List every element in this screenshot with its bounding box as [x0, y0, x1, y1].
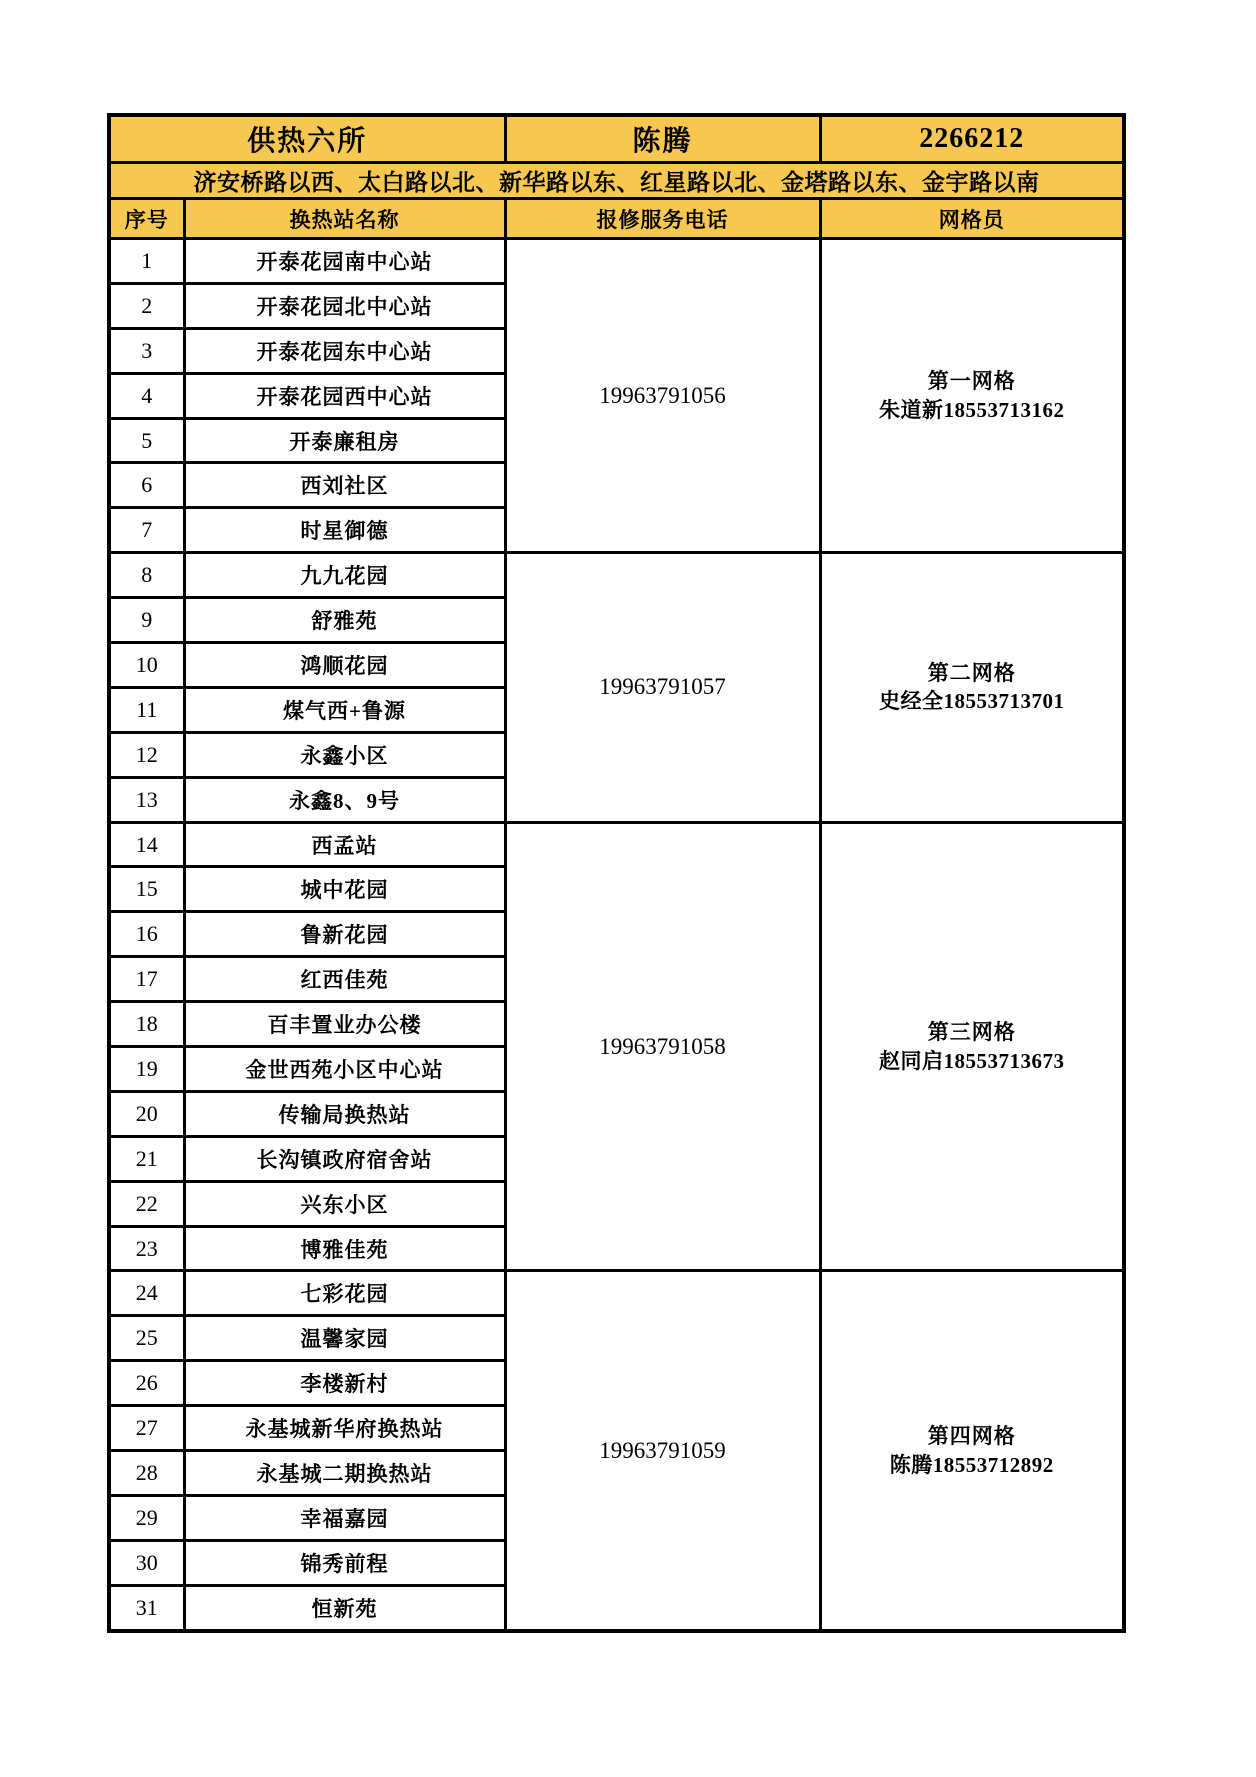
- office-header-row: [109, 115, 1124, 163]
- station-index: 31: [109, 1585, 184, 1630]
- grid-contact: 史经全18553713701: [879, 689, 1065, 714]
- station-name: 西孟站: [184, 822, 505, 867]
- station-name: 开泰花园东中心站: [184, 328, 505, 373]
- station-name: 开泰花园北中心站: [184, 283, 505, 328]
- station-name: 城中花园: [184, 867, 505, 912]
- heating-office-contact-sheet: [107, 113, 1126, 1633]
- column-header-row: [109, 199, 1124, 239]
- grid-name: 第一网格: [927, 369, 1016, 394]
- station-index: 8: [109, 553, 184, 598]
- station-index: 14: [109, 822, 184, 867]
- station-name: 兴东小区: [184, 1181, 505, 1226]
- station-row: [109, 239, 1124, 284]
- grid-name: 第二网格: [927, 661, 1016, 686]
- grid-worker: [820, 822, 1124, 1271]
- station-index: 18: [109, 1002, 184, 1047]
- station-index: 11: [109, 687, 184, 732]
- station-name: 温馨家园: [184, 1316, 505, 1361]
- station-name: 开泰花园西中心站: [184, 373, 505, 418]
- grid-worker: [820, 553, 1124, 822]
- table-body: [109, 239, 1124, 1631]
- service-phone: 19963791058: [505, 822, 820, 1271]
- station-name: 舒雅苑: [184, 598, 505, 643]
- station-index: 16: [109, 912, 184, 957]
- station-name: 七彩花园: [184, 1271, 505, 1316]
- grid-worker: [820, 1271, 1124, 1631]
- station-index: 26: [109, 1361, 184, 1406]
- office-phone: 2266212: [820, 115, 1124, 163]
- station-index: 25: [109, 1316, 184, 1361]
- station-index: 6: [109, 463, 184, 508]
- column-header-service-phone: 报修服务电话: [505, 199, 820, 239]
- grid-contact: 朱道新18553713162: [879, 397, 1065, 422]
- station-index: 17: [109, 957, 184, 1002]
- station-index: 3: [109, 328, 184, 373]
- station-index: 10: [109, 643, 184, 688]
- station-index: 21: [109, 1136, 184, 1181]
- station-name: 锦秀前程: [184, 1540, 505, 1585]
- station-name: 幸福嘉园: [184, 1495, 505, 1540]
- heating-stations-table: [107, 113, 1126, 1633]
- station-index: 13: [109, 777, 184, 822]
- column-header-index: 序号: [109, 199, 184, 239]
- station-name: 红西佳苑: [184, 957, 505, 1002]
- station-index: 9: [109, 598, 184, 643]
- station-name: 永鑫8、9号: [184, 777, 505, 822]
- service-phone: 19963791059: [505, 1271, 820, 1631]
- region-note-row: [109, 163, 1124, 199]
- station-index: 2: [109, 283, 184, 328]
- station-index: 20: [109, 1091, 184, 1136]
- office-manager: 陈腾: [505, 115, 820, 163]
- station-name: 鸿顺花园: [184, 643, 505, 688]
- station-name: 西刘社区: [184, 463, 505, 508]
- station-index: 4: [109, 373, 184, 418]
- grid-name: 第三网格: [927, 1020, 1016, 1045]
- station-index: 24: [109, 1271, 184, 1316]
- station-name: 开泰花园南中心站: [184, 239, 505, 284]
- station-name: 永基城新华府换热站: [184, 1406, 505, 1451]
- station-name: 长沟镇政府宿舍站: [184, 1136, 505, 1181]
- station-index: 27: [109, 1406, 184, 1451]
- station-index: 30: [109, 1540, 184, 1585]
- service-phone: 19963791056: [505, 239, 820, 553]
- grid-worker: [820, 239, 1124, 553]
- station-name: 百丰置业办公楼: [184, 1002, 505, 1047]
- station-name: 鲁新花园: [184, 912, 505, 957]
- station-index: 7: [109, 508, 184, 553]
- station-name: 传输局换热站: [184, 1091, 505, 1136]
- station-row: [109, 553, 1124, 598]
- station-name: 时星御德: [184, 508, 505, 553]
- station-index: 29: [109, 1495, 184, 1540]
- station-name: 李楼新村: [184, 1361, 505, 1406]
- column-header-grid-worker: 网格员: [820, 199, 1124, 239]
- station-index: 28: [109, 1451, 184, 1496]
- station-index: 23: [109, 1226, 184, 1271]
- station-name: 煤气西+鲁源: [184, 687, 505, 732]
- station-name: 开泰廉租房: [184, 418, 505, 463]
- station-name: 博雅佳苑: [184, 1226, 505, 1271]
- station-name: 永鑫小区: [184, 732, 505, 777]
- station-row: [109, 1271, 1124, 1316]
- station-name: 九九花园: [184, 553, 505, 598]
- office-name: 供热六所: [109, 115, 505, 163]
- station-row: [109, 822, 1124, 867]
- service-phone: 19963791057: [505, 553, 820, 822]
- station-index: 22: [109, 1181, 184, 1226]
- station-index: 12: [109, 732, 184, 777]
- station-index: 5: [109, 418, 184, 463]
- station-index: 19: [109, 1047, 184, 1092]
- station-index: 1: [109, 239, 184, 284]
- station-name: 金世西苑小区中心站: [184, 1047, 505, 1092]
- grid-name: 第四网格: [927, 1424, 1016, 1449]
- station-name: 恒新苑: [184, 1585, 505, 1630]
- region-note: 济安桥路以西、太白路以北、新华路以东、红星路以北、金塔路以东、金宇路以南: [109, 163, 1124, 199]
- grid-contact: 赵同启18553713673: [879, 1048, 1065, 1073]
- column-header-station: 换热站名称: [184, 199, 505, 239]
- table-header: [109, 115, 1124, 239]
- station-name: 永基城二期换热站: [184, 1451, 505, 1496]
- station-index: 15: [109, 867, 184, 912]
- grid-contact: 陈腾18553712892: [889, 1452, 1054, 1477]
